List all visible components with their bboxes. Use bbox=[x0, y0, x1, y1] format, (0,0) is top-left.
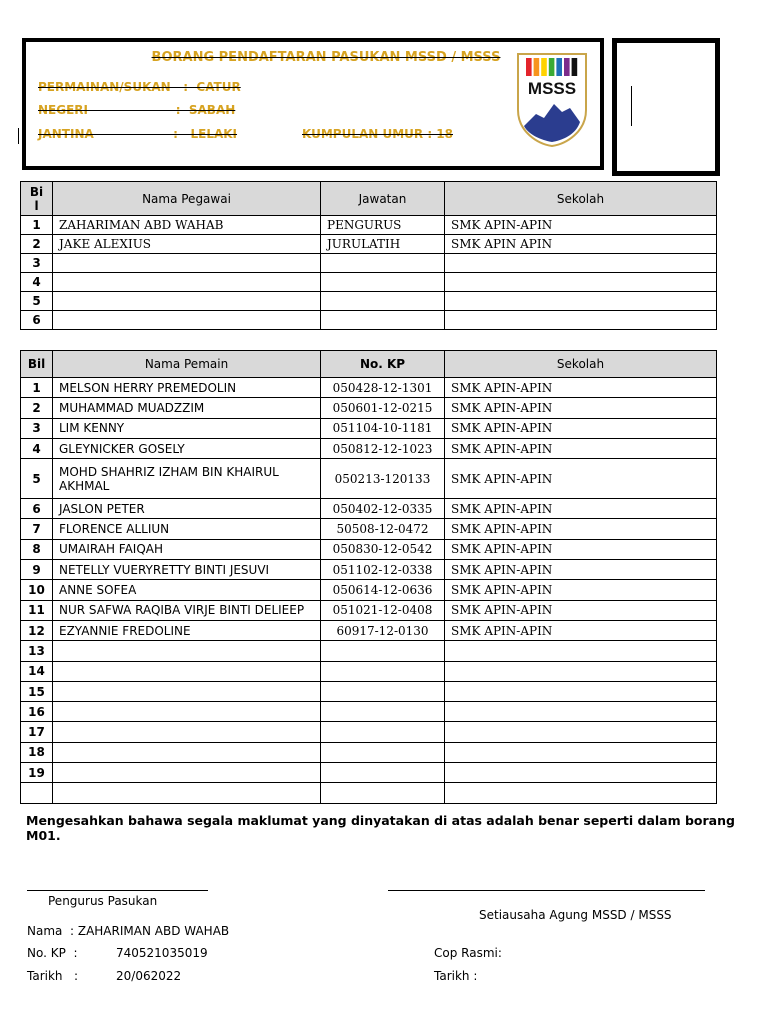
name-cell: GLEYNICKER GOSELY bbox=[53, 438, 321, 458]
no-kp-cell bbox=[321, 681, 445, 701]
form-title: BORANG PENDAFTARAN PASUKAN MSSD / MSSS bbox=[151, 50, 501, 65]
tarikh-value: 20/062022 bbox=[116, 969, 182, 983]
jawatan-cell: JURULATIH bbox=[321, 235, 445, 254]
no-kp-cell: 051104-10-1181 bbox=[321, 418, 445, 438]
sekolah-cell bbox=[445, 292, 717, 311]
nama-value: : ZAHARIMAN ABD WAHAB bbox=[70, 924, 230, 938]
col-nama-pegawai: Nama Pegawai bbox=[53, 182, 321, 216]
no-kp-cell: 051102-12-0338 bbox=[321, 560, 445, 580]
no-kp-cell: 050812-12-1023 bbox=[321, 438, 445, 458]
name-cell bbox=[53, 783, 321, 803]
secretary-title: Setiausaha Agung MSSD / MSSS bbox=[479, 908, 672, 922]
players-row bbox=[21, 702, 717, 722]
sekolah-cell: SMK APIN-APIN bbox=[445, 600, 717, 620]
bil-cell: 3 bbox=[21, 254, 53, 273]
bil-cell: 1 bbox=[21, 216, 53, 235]
text-cursor-left bbox=[18, 128, 19, 144]
officials-row bbox=[21, 311, 717, 330]
logo-stripe bbox=[526, 58, 532, 76]
no-kp-cell: 50508-12-0472 bbox=[321, 519, 445, 539]
name-cell bbox=[53, 763, 321, 783]
no-kp-cell bbox=[321, 641, 445, 661]
name-cell: NETELLY VUERYRETTY BINTI JESUVI bbox=[53, 560, 321, 580]
sekolah-cell: SMK APIN-APIN bbox=[445, 398, 717, 418]
col-sekolah: Sekolah bbox=[445, 351, 717, 378]
no-kp-cell: 051021-12-0408 bbox=[321, 600, 445, 620]
players-row bbox=[21, 499, 717, 519]
sekolah-cell: SMK APIN-APIN bbox=[445, 620, 717, 640]
name-cell: EZYANNIE FREDOLINE bbox=[53, 620, 321, 640]
bil-cell: 6 bbox=[21, 499, 53, 519]
name-cell bbox=[53, 681, 321, 701]
sekolah-cell bbox=[445, 681, 717, 701]
gender-line: JANTINA : LELAKI bbox=[38, 127, 238, 141]
no-kp-cell: 050428-12-1301 bbox=[321, 378, 445, 398]
players-row bbox=[21, 398, 717, 418]
no-kp-cell bbox=[321, 702, 445, 722]
name-cell: MELSON HERRY PREMEDOLIN bbox=[53, 378, 321, 398]
bil-cell: 16 bbox=[21, 702, 53, 722]
kp-value: 740521035019 bbox=[116, 946, 208, 960]
players-row bbox=[21, 560, 717, 580]
sekolah-cell: SMK APIN APIN bbox=[445, 235, 717, 254]
bil-cell: 19 bbox=[21, 763, 53, 783]
players-row bbox=[21, 438, 717, 458]
sekolah-cell bbox=[445, 783, 717, 803]
bil-cell: 14 bbox=[21, 661, 53, 681]
form-header-box bbox=[22, 38, 604, 170]
players-row bbox=[21, 641, 717, 661]
name-cell: LIM KENNY bbox=[53, 418, 321, 438]
sekolah-cell bbox=[445, 641, 717, 661]
jawatan-cell bbox=[321, 292, 445, 311]
cop-rasmi-label: Cop Rasmi: bbox=[434, 946, 502, 960]
state-line: NEGERI : SABAH bbox=[38, 103, 236, 117]
kp-label: No. KP : bbox=[27, 946, 78, 960]
sekolah-cell: SMK APIN-APIN bbox=[445, 378, 717, 398]
name-cell: ZAHARIMAN ABD WAHAB bbox=[53, 216, 321, 235]
col-sekolah: Sekolah bbox=[445, 182, 717, 216]
bil-cell: 12 bbox=[21, 620, 53, 640]
players-row bbox=[21, 661, 717, 681]
logo-stripe bbox=[572, 58, 578, 76]
players-row bbox=[21, 783, 717, 803]
name-cell: MOHD SHAHRIZ IZHAM BIN KHAIRUL AKHMAL bbox=[53, 459, 321, 499]
players-row bbox=[21, 600, 717, 620]
col-jawatan: Jawatan bbox=[321, 182, 445, 216]
players-row bbox=[21, 539, 717, 559]
col-bil: Bil bbox=[21, 351, 53, 378]
players-row bbox=[21, 378, 717, 398]
players-row bbox=[21, 459, 717, 499]
manager-title: Pengurus Pasukan bbox=[48, 894, 158, 908]
name-cell bbox=[53, 742, 321, 762]
bil-cell: 6 bbox=[21, 311, 53, 330]
confirmation-statement: Mengesahkan bahawa segala maklumat yang dinyatakan di atas adalah benar seperti dalam borang M01. bbox=[26, 813, 735, 843]
name-cell bbox=[53, 254, 321, 273]
sekolah-cell bbox=[445, 702, 717, 722]
no-kp-cell bbox=[321, 742, 445, 762]
sekolah-cell: SMK APIN-APIN bbox=[445, 539, 717, 559]
bil-cell: 4 bbox=[21, 273, 53, 292]
name-cell: ANNE SOFEA bbox=[53, 580, 321, 600]
bil-cell bbox=[21, 783, 53, 803]
officials-row bbox=[21, 273, 717, 292]
name-cell bbox=[53, 273, 321, 292]
officials-header-row bbox=[21, 182, 717, 216]
bil-cell: 1 bbox=[21, 378, 53, 398]
no-kp-cell bbox=[321, 722, 445, 742]
sekolah-cell: SMK APIN-APIN bbox=[445, 418, 717, 438]
text-cursor bbox=[631, 86, 632, 126]
bil-cell: 5 bbox=[21, 292, 53, 311]
logo-stripe bbox=[564, 58, 570, 76]
secretary-tarikh-label: Tarikh : bbox=[434, 969, 478, 983]
bil-cell: 18 bbox=[21, 742, 53, 762]
bil-cell: 4 bbox=[21, 438, 53, 458]
age-group-line: KUMPULAN UMUR : 18 bbox=[302, 127, 453, 141]
signature-line-secretary bbox=[388, 890, 705, 891]
no-kp-cell: 050614-12-0636 bbox=[321, 580, 445, 600]
name-cell: JAKE ALEXIUS bbox=[53, 235, 321, 254]
officials-row bbox=[21, 292, 717, 311]
bil-cell: 10 bbox=[21, 580, 53, 600]
sekolah-cell bbox=[445, 742, 717, 762]
bil-cell: 9 bbox=[21, 560, 53, 580]
logo-text: MSSS bbox=[527, 79, 577, 98]
players-row bbox=[21, 519, 717, 539]
name-cell bbox=[53, 702, 321, 722]
name-cell: NUR SAFWA RAQIBA VIRJE BINTI DELIEEP bbox=[53, 600, 321, 620]
logo-stripe bbox=[556, 58, 562, 76]
name-cell bbox=[53, 292, 321, 311]
players-row bbox=[21, 742, 717, 762]
players-header-row bbox=[21, 351, 717, 378]
sekolah-cell bbox=[445, 311, 717, 330]
sekolah-cell: SMK APIN-APIN bbox=[445, 519, 717, 539]
col-nama-pemain: Nama Pemain bbox=[53, 351, 321, 378]
sekolah-cell: SMK APIN-APIN bbox=[445, 499, 717, 519]
photo-box bbox=[612, 38, 720, 176]
name-cell bbox=[53, 661, 321, 681]
players-table bbox=[20, 350, 717, 804]
sport-line: PERMAINAN/SUKAN : CATUR bbox=[38, 80, 241, 94]
bil-cell: 13 bbox=[21, 641, 53, 661]
bil-cell: 5 bbox=[21, 459, 53, 499]
sekolah-cell: SMK APIN-APIN bbox=[445, 560, 717, 580]
players-row bbox=[21, 418, 717, 438]
no-kp-cell bbox=[321, 763, 445, 783]
players-row bbox=[21, 763, 717, 783]
no-kp-cell: 050213-120133 bbox=[321, 459, 445, 499]
bil-cell: 17 bbox=[21, 722, 53, 742]
msss-logo bbox=[514, 52, 590, 148]
jawatan-cell bbox=[321, 254, 445, 273]
sekolah-cell bbox=[445, 254, 717, 273]
players-row bbox=[21, 681, 717, 701]
bil-cell: 2 bbox=[21, 398, 53, 418]
name-cell bbox=[53, 311, 321, 330]
players-row bbox=[21, 620, 717, 640]
no-kp-cell bbox=[321, 661, 445, 681]
jawatan-cell bbox=[321, 311, 445, 330]
bil-cell: 15 bbox=[21, 681, 53, 701]
bil-cell: 2 bbox=[21, 235, 53, 254]
officials-row bbox=[21, 235, 717, 254]
jawatan-cell bbox=[321, 273, 445, 292]
name-cell: UMAIRAH FAIQAH bbox=[53, 539, 321, 559]
logo-stripe bbox=[534, 58, 540, 76]
sekolah-cell: SMK APIN-APIN bbox=[445, 580, 717, 600]
sekolah-cell: SMK APIN-APIN bbox=[445, 438, 717, 458]
nama-label: Nama bbox=[27, 924, 63, 938]
bil-cell: 11 bbox=[21, 600, 53, 620]
logo-stripe bbox=[549, 58, 555, 76]
name-cell: MUHAMMAD MUADZZIM bbox=[53, 398, 321, 418]
officials-row bbox=[21, 216, 717, 235]
bil-cell: 8 bbox=[21, 539, 53, 559]
players-row bbox=[21, 580, 717, 600]
players-row bbox=[21, 722, 717, 742]
bil-cell: 7 bbox=[21, 519, 53, 539]
no-kp-cell bbox=[321, 783, 445, 803]
officials-row bbox=[21, 254, 717, 273]
no-kp-cell: 050601-12-0215 bbox=[321, 398, 445, 418]
no-kp-cell: 050402-12-0335 bbox=[321, 499, 445, 519]
col-no-kp: No. KP bbox=[321, 351, 445, 378]
jawatan-cell: PENGURUS bbox=[321, 216, 445, 235]
logo-stripe bbox=[541, 58, 547, 76]
sekolah-cell bbox=[445, 763, 717, 783]
officials-table bbox=[20, 181, 717, 330]
bil-cell: 3 bbox=[21, 418, 53, 438]
no-kp-cell: 60917-12-0130 bbox=[321, 620, 445, 640]
name-cell: JASLON PETER bbox=[53, 499, 321, 519]
tarikh-label: Tarikh : bbox=[27, 969, 79, 983]
sekolah-cell bbox=[445, 273, 717, 292]
sekolah-cell: SMK APIN-APIN bbox=[445, 216, 717, 235]
sekolah-cell: SMK APIN-APIN bbox=[445, 459, 717, 499]
no-kp-cell: 050830-12-0542 bbox=[321, 539, 445, 559]
name-cell: FLORENCE ALLIUN bbox=[53, 519, 321, 539]
signature-line-manager bbox=[27, 890, 208, 891]
sekolah-cell bbox=[445, 661, 717, 681]
col-bil: Bi l bbox=[21, 182, 53, 216]
name-cell bbox=[53, 641, 321, 661]
sekolah-cell bbox=[445, 722, 717, 742]
name-cell bbox=[53, 722, 321, 742]
